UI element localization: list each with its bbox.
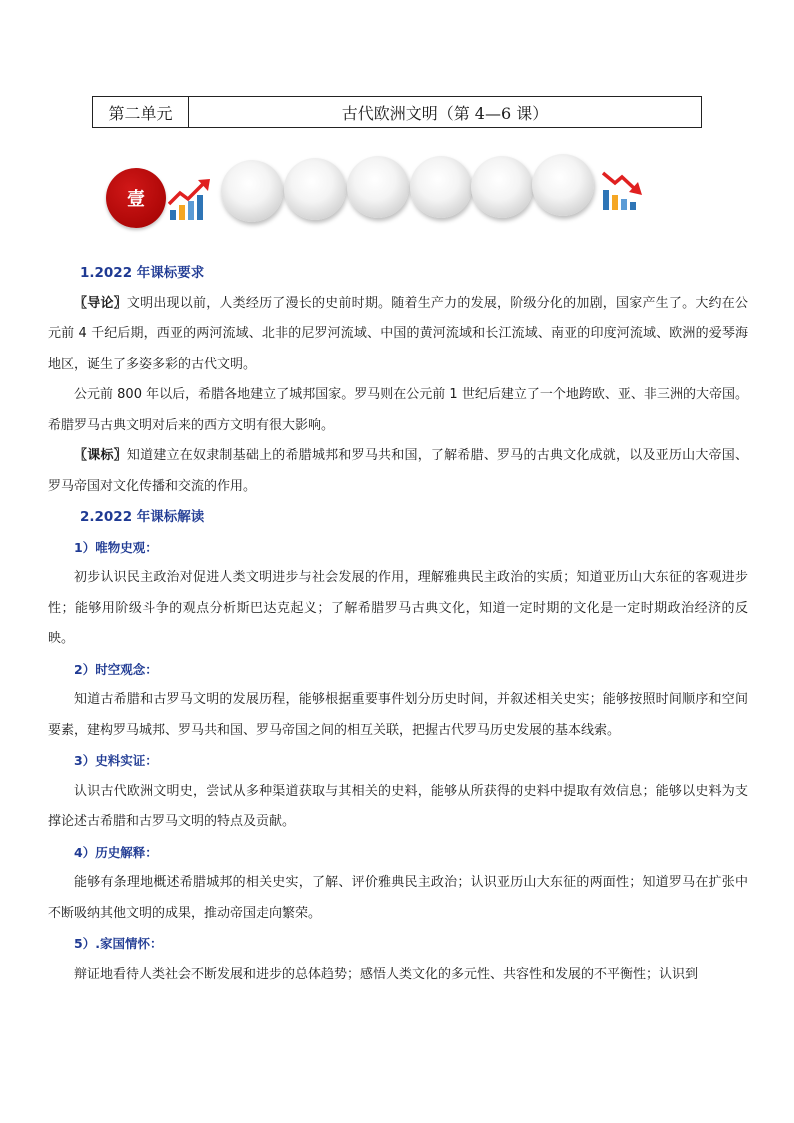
falling-chart-bar-3 <box>621 199 627 210</box>
rising-chart-bar-1 <box>170 210 176 220</box>
subheading-evidence: 3）史料实证： <box>74 753 158 768</box>
rising-chart-bar-4 <box>197 195 203 220</box>
paragraph-historical-materialism: 初步认识民主政治对促进人类文明进步与社会发展的作用，理解雅典民主政治的实质；知道亚历山大东征的客观进步性；能够用阶级斗争的观点分析斯巴达克起义；了解希腊罗马古典文化，知道一定时期的文化是一定时期政治经济的反映。 <box>48 570 748 646</box>
paragraph-greece-rome: 公元前 800 年以后，希腊各地建立了城邦国家。罗马则在公元前 1 世纪后建立了一个地跨欧、亚、非三洲的大帝国。希腊罗马古典文明对后来的西方文明有很大影响。 <box>48 387 748 433</box>
banner-bubble-2 <box>284 158 346 220</box>
banner-bubble-5 <box>471 156 533 218</box>
falling-chart-bar-2 <box>612 195 618 210</box>
section-number-seal: 壹 <box>106 168 166 228</box>
paragraph-standard <box>48 441 748 502</box>
paragraph-patriotism: 辩证地看待人类社会不断发展和进步的总体趋势；感悟人类文化的多元性、共容性和发展的不平衡性；认识到 <box>74 966 699 982</box>
falling-chart-icon <box>602 168 646 214</box>
paragraph-interpretation: 能够有条理地概述希腊城邦的相关史实，了解、评价雅典民主政治；认识亚历山大东征的两面性；知道罗马在扩张中不断吸纳其他文明的成果，推动帝国走向繁荣。 <box>48 875 748 921</box>
section-banner <box>106 152 651 228</box>
subheading-patriotism: 5）.家国情怀： <box>74 936 163 951</box>
paragraph-evidence: 认识古代欧洲文明史，尝试从多种渠道获取与其相关的史料，能够从所获得的史料中提取有效信息；能够以史料为支撑论述古希腊和古罗马文明的特点及贡献。 <box>48 783 748 829</box>
section-heading-requirements: 1.2022 年课标要求 <box>80 265 205 281</box>
subheading-historical-materialism: 1）唯物史观： <box>74 539 158 555</box>
falling-chart-arrow-line <box>603 173 636 190</box>
unit-title: 古代欧洲文明（第 4—6 课） <box>341 103 549 123</box>
falling-chart-bar-4 <box>630 202 636 210</box>
text-standard: 知道建立在奴隶制基础上的希腊城邦和罗马共和国，了解希腊、罗马的古典文化成就，以及亚历山大帝国、罗马帝国对文化传播和交流的作用。 <box>48 448 748 494</box>
rising-chart-icon <box>168 178 214 222</box>
banner-bubble-1 <box>221 160 283 222</box>
subheading-time-space: 2）时空观念： <box>74 661 158 677</box>
rising-chart-bar-3 <box>188 201 194 220</box>
tag-introduction: 〖导论〗 <box>74 295 127 311</box>
paragraph-time-space: 知道古希腊和古罗马文明的发展历程，能够根据重要事件划分历史时间，并叙述相关史实；能够按照时间顺序和空间要素，建构罗马城邦、罗马共和国、罗马帝国之间的相互关联，把握古代罗马历史发展的基本线索。 <box>48 692 748 738</box>
subheading-interpretation: 4）历史解释： <box>74 844 158 860</box>
banner-bubble-3 <box>347 156 409 218</box>
tag-standard: 〖课标〗 <box>74 448 127 463</box>
banner-bubble-6 <box>532 154 594 216</box>
unit-header-table <box>92 96 702 128</box>
text-introduction: 文明出现以前，人类经历了漫长的史前时期。随着生产力的发展，阶级分化的加剧，国家产生了。大约在公元前 4 千纪后期，西亚的两河流域、北非的尼罗河流域、中国的黄河流域和长江流域、南亚的印度河流域、欧洲的爱琴海地区，诞生了多姿多彩的古代文明。 <box>48 295 748 372</box>
unit-label: 第二单元 <box>93 97 189 127</box>
rising-chart-bar-2 <box>179 205 185 220</box>
section-heading-interpretation: 2.2022 年课标解读 <box>80 509 205 525</box>
main-content <box>48 258 748 990</box>
falling-chart-bar-1 <box>603 190 609 210</box>
paragraph-introduction <box>48 289 748 381</box>
banner-bubble-4 <box>410 156 472 218</box>
